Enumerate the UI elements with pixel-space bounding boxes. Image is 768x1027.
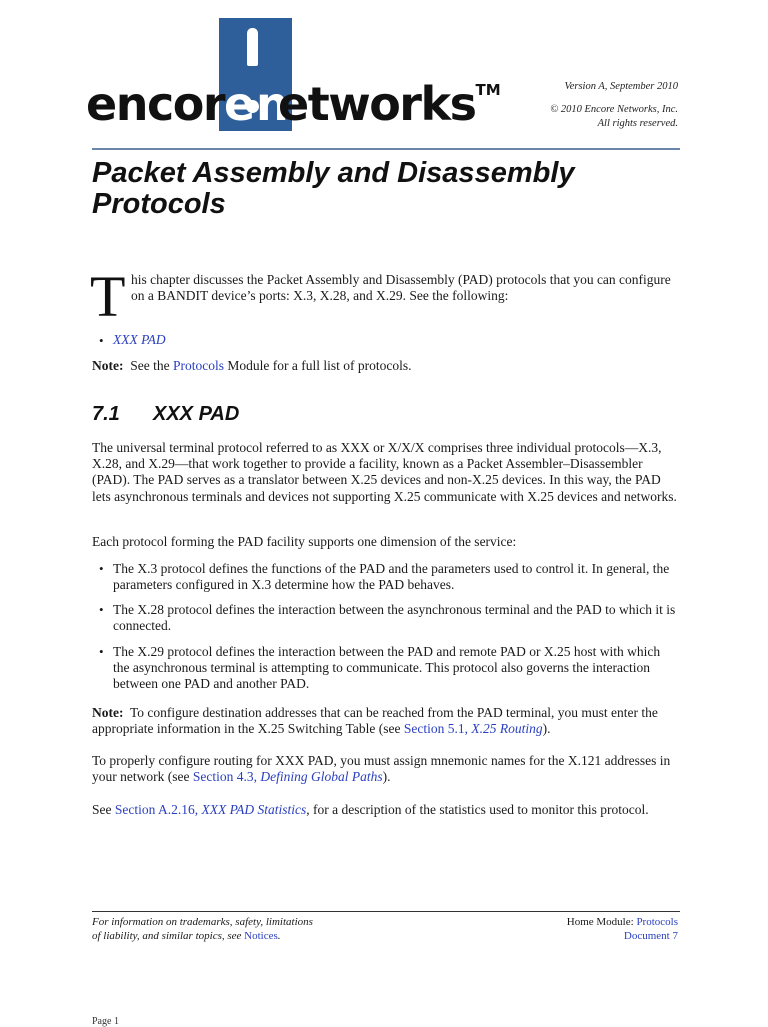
bullet-marker: • — [99, 644, 104, 659]
trademark-symbol: TM — [475, 81, 501, 99]
copyright-text: © 2010 Encore Networks, Inc. — [550, 104, 678, 115]
toc-link-xxx-pad[interactable]: XXX PAD — [113, 332, 166, 347]
bullet-x29: The X.29 protocol defines the interaction between the PAD and remote PAD or X.25 host with which the asynchronous terminal is attempting to communicate. This protocol also governs the interaction between one PAD and another PAD. — [113, 644, 661, 692]
footer-rule — [92, 911, 680, 912]
paragraph-dimensions: Each protocol forming the PAD facility supports one dimension of the service: — [92, 534, 517, 549]
document-link[interactable]: Document 7 — [623, 930, 678, 942]
bullet-x3: The X.3 protocol defines the functions of the PAD and the parameters used to control it. In general, the parameters configured in X.3 determine how the PAD behaves. — [113, 561, 670, 593]
paragraph-statistics: See Section A.2.16, XXX PAD Statistics, for a description of the statistics used to monitor this protocol. — [92, 802, 649, 817]
pad-statistics-link[interactable]: Section A.2.16, XXX PAD Statistics — [114, 802, 307, 817]
home-protocols-link[interactable]: Protocols — [636, 916, 678, 928]
page-number: Page 1 — [92, 1016, 119, 1027]
footer-home-module: Home Module: Protocols Document 7 — [566, 916, 678, 942]
rights-text: All rights reserved. — [597, 118, 678, 129]
intro-paragraph: his chapter discusses the Packet Assembly and Disassembly (PAD) protocols that you can configure on a BANDIT device’s ports: X.3, X.28, and X.29. See the following: — [131, 272, 671, 303]
note-destination-addresses: Note: To configure destination addresses that can be reached from the PAD terminal, you must enter the appropriate information in the X.25 Switching Table (see Section 5.1, X.25 Routing). — [92, 705, 658, 737]
notices-link[interactable]: Notices — [244, 930, 278, 942]
drop-cap: T — [90, 264, 126, 329]
logo-exclamation-mark — [247, 28, 258, 66]
bullet-x28: The X.28 protocol defines the interaction between the asynchronous terminal and the PAD to which it is connected. — [113, 602, 676, 634]
paragraph-overview: The universal terminal protocol referred to as XXX or X/X/X comprises three individual protocols—X.3, X.28, and X.29—that work together to provide a facility, known as a Packet Assembler–Disassembler (PAD). The PAD serves as a translator between X.25 devices and non-X.25 devices. In this way, the PAD lets asynchronous terminals and devices not supporting X.25 communicate with X.25 devices and networks. — [92, 440, 677, 504]
note-protocols: Note: See the Protocols Module for a full list of protocols. — [92, 358, 412, 373]
bullet-marker: • — [99, 561, 104, 576]
bullet-marker: • — [99, 333, 104, 348]
version-text: Version A, September 2010 — [564, 81, 678, 92]
section-heading: 7.1 XXX PAD — [92, 403, 240, 425]
encore-networks-logo — [86, 18, 516, 148]
document-meta — [550, 80, 678, 131]
header-rule — [92, 148, 680, 150]
protocols-link[interactable]: Protocols — [172, 358, 224, 373]
page-title: Packet Assembly and Disassembly Protocols — [92, 157, 575, 220]
footer-notice: For information on trademarks, safety, limitations of liability, and similar topics, see Notices. — [92, 916, 313, 942]
x25-routing-link[interactable]: Section 5.1, X.25 Routing — [403, 721, 543, 737]
global-paths-link[interactable]: Section 4.3, Defining Global Paths — [192, 769, 383, 785]
bullet-marker: • — [99, 602, 104, 617]
logo-wordmark: encorenetworks™ — [86, 77, 501, 131]
paragraph-routing: To properly configure routing for XXX PAD, you must assign mnemonic names for the X.121 addresses in your network (see Section 4.3, Defining Global Paths). — [92, 753, 671, 785]
